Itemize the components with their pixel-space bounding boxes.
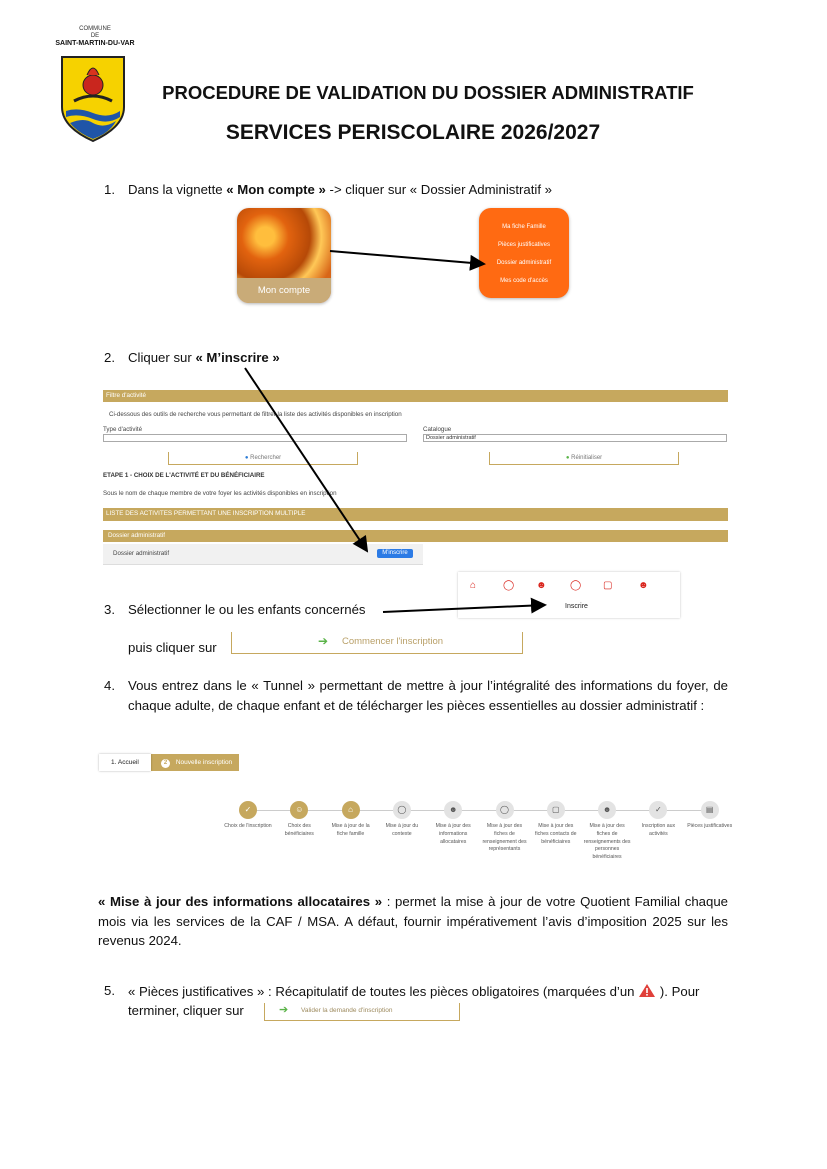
step-3-then: puis cliquer sur [128, 640, 217, 655]
tunnel-step-label: Mise à jour des fiches de renseignement des représentants [482, 823, 527, 853]
step-1-text: Dans la vignette [128, 182, 227, 197]
allocataires-bold: « Mise à jour des informations allocataires » [98, 894, 383, 909]
search-icon: ● [244, 455, 251, 461]
step-5-terminer: terminer, cliquer sur [128, 1003, 244, 1018]
type-label: Type d'activité [103, 426, 143, 433]
tunnel-step-label: Mise à jour du contexte [385, 823, 419, 837]
baby-icon[interactable]: ☻ [638, 580, 649, 591]
home-icon[interactable]: ⌂ [470, 580, 477, 591]
minscrire-button[interactable]: M'inscrire [377, 549, 413, 558]
tunnel-step-folder-icon[interactable]: ▤ [701, 801, 719, 819]
page-subtitle: SERVICES PERISCOLAIRE 2026/2027 [225, 121, 601, 144]
arrow-step-2 [245, 368, 367, 551]
tunnel-step-label: Choix des bénéficiaires [284, 823, 314, 837]
step-4-text: Vous entrez dans le « Tunnel » permettant de mettre à jour l’intégralité des informations du foyer, de chaque adulte, de chaque enfant et de télécharger les pièces essentielles au dossier administratif : [128, 678, 728, 713]
tunnel-step-house-icon[interactable]: ⌂ [342, 801, 360, 819]
tunnel-step-label: Choix de l'inscription [224, 823, 272, 829]
commune-de: DE [90, 33, 100, 39]
allocataires-text: : permet la mise à jour de votre Quotient Familial chaque mois via les services de la CAF / MSA. A défaut, fournir impérativement l’avis d’imposition 2025 sur les revenus 2024. [98, 894, 728, 948]
step-number: 3. [104, 602, 115, 617]
filter-title: Filtre d'activité [103, 390, 728, 402]
tunnel-step-label: Mise à jour des informations allocataires [435, 823, 471, 845]
filter-description: Ci-dessous des outils de recherche vous permettant de filtrer la liste des activités disponibles en inscription [109, 411, 402, 418]
search-button-label: Rechercher [250, 455, 282, 461]
crumb-accueil[interactable]: 1. Accueil [99, 754, 151, 771]
tunnel-step-baby-icon[interactable]: ☻ [598, 801, 616, 819]
catalogue-select[interactable]: Dossier administratif [423, 434, 727, 442]
step-1-bold: « Mon compte » [226, 182, 326, 197]
tunnel-step-child-icon[interactable]: ☻ [444, 801, 462, 819]
step-2-text: Cliquer sur [128, 350, 196, 365]
etape-title: ETAPE 1 - CHOIX DE L'ACTIVITÉ ET DU BÉNÉFICIAIRE [103, 472, 265, 479]
crumb-2-number: 2 [161, 759, 170, 768]
menu-item-pieces[interactable]: Pièces justificatives [497, 242, 551, 248]
step-5-text-end: ). Pour [659, 984, 700, 999]
arrow-right-icon: ➔ [279, 1004, 289, 1016]
tunnel-step-check-icon[interactable]: ✓ [649, 801, 667, 819]
step-1-text-end: -> cliquer sur « Dossier Administratif » [325, 182, 552, 197]
start-inscription-label: Commencer l'inscription [342, 636, 444, 647]
reset-icon: ● [565, 455, 572, 461]
calendar-icon[interactable]: ▢ [603, 580, 613, 591]
catalogue-label: Catalogue [423, 426, 452, 433]
tunnel-step-label: Mise à jour des fiches de renseignements des personnes bénéficiaires [583, 823, 631, 861]
tunnel-step-person-icon[interactable]: ◯ [393, 801, 411, 819]
tunnel-step-label: Mise à jour de la fiche famille [331, 823, 370, 837]
reset-button-label: Réinitialiser [571, 455, 603, 461]
menu-item-dossier-administratif[interactable]: Dossier administratif [496, 260, 552, 266]
menu-item-fiche-famille[interactable]: Ma fiche Famille [502, 224, 546, 230]
step-2-bold: « M’inscrire » [195, 350, 280, 365]
liste-title: LISTE DES ACTIVITES PERMETTANT UNE INSCRIPTION MULTIPLE [103, 508, 728, 521]
arrow-step-1 [330, 251, 484, 264]
inscrire-label[interactable]: Inscrire [565, 603, 588, 610]
tunnel-step-label: Mise à jour des fiches contacts de bénéficiaires [535, 823, 577, 845]
step-number: 1. [104, 182, 115, 197]
tunnel-step-label: Inscription aux activités [641, 823, 676, 837]
mon-compte-label: Mon compte [237, 278, 331, 303]
tunnel-step-person-icon[interactable]: ◯ [496, 801, 514, 819]
valider-demande-label: Valider la demande d'inscription [301, 1007, 393, 1014]
page-title: PROCEDURE DE VALIDATION DU DOSSIER ADMINISTRATIF [162, 82, 694, 103]
commune-label: COMMUNE [79, 26, 111, 32]
step-5-text: « Pièces justificatives » : Récapitulatif de toutes les pièces obligatoires (marquées d’un [128, 984, 635, 999]
step-3-text: Sélectionner le ou les enfants concernés [128, 602, 366, 617]
dossier-bar: Dossier administratif [103, 530, 728, 542]
child-icon[interactable]: ☻ [536, 580, 547, 591]
tunnel-step-group-icon[interactable]: ☺ [290, 801, 308, 819]
arrow-right-icon: ➔ [318, 634, 329, 648]
etape-description: Sous le nom de chaque membre de votre foyer les activités disponibles en inscription [103, 490, 337, 497]
step-5-number: 5. [104, 983, 115, 998]
arrow-step-3 [383, 605, 545, 612]
tunnel-step-label: Pièces justificatives [687, 823, 733, 829]
dossier-row-label: Dossier administratif [113, 550, 170, 557]
commune-name: SAINT-MARTIN-DU-VAR [55, 40, 135, 47]
user-icon[interactable]: ◯ [503, 580, 515, 591]
tunnel-step-calendar-icon[interactable]: ▢ [547, 801, 565, 819]
crumb-2-label: Nouvelle inscription [175, 759, 233, 766]
tunnel-step-check-icon[interactable]: ✓ [239, 801, 257, 819]
step-4-number: 4. [104, 678, 115, 693]
step-number: 2. [104, 350, 115, 365]
person-icon[interactable]: ◯ [570, 580, 582, 591]
menu-item-codes-acces[interactable]: Mes code d'accès [500, 278, 548, 284]
